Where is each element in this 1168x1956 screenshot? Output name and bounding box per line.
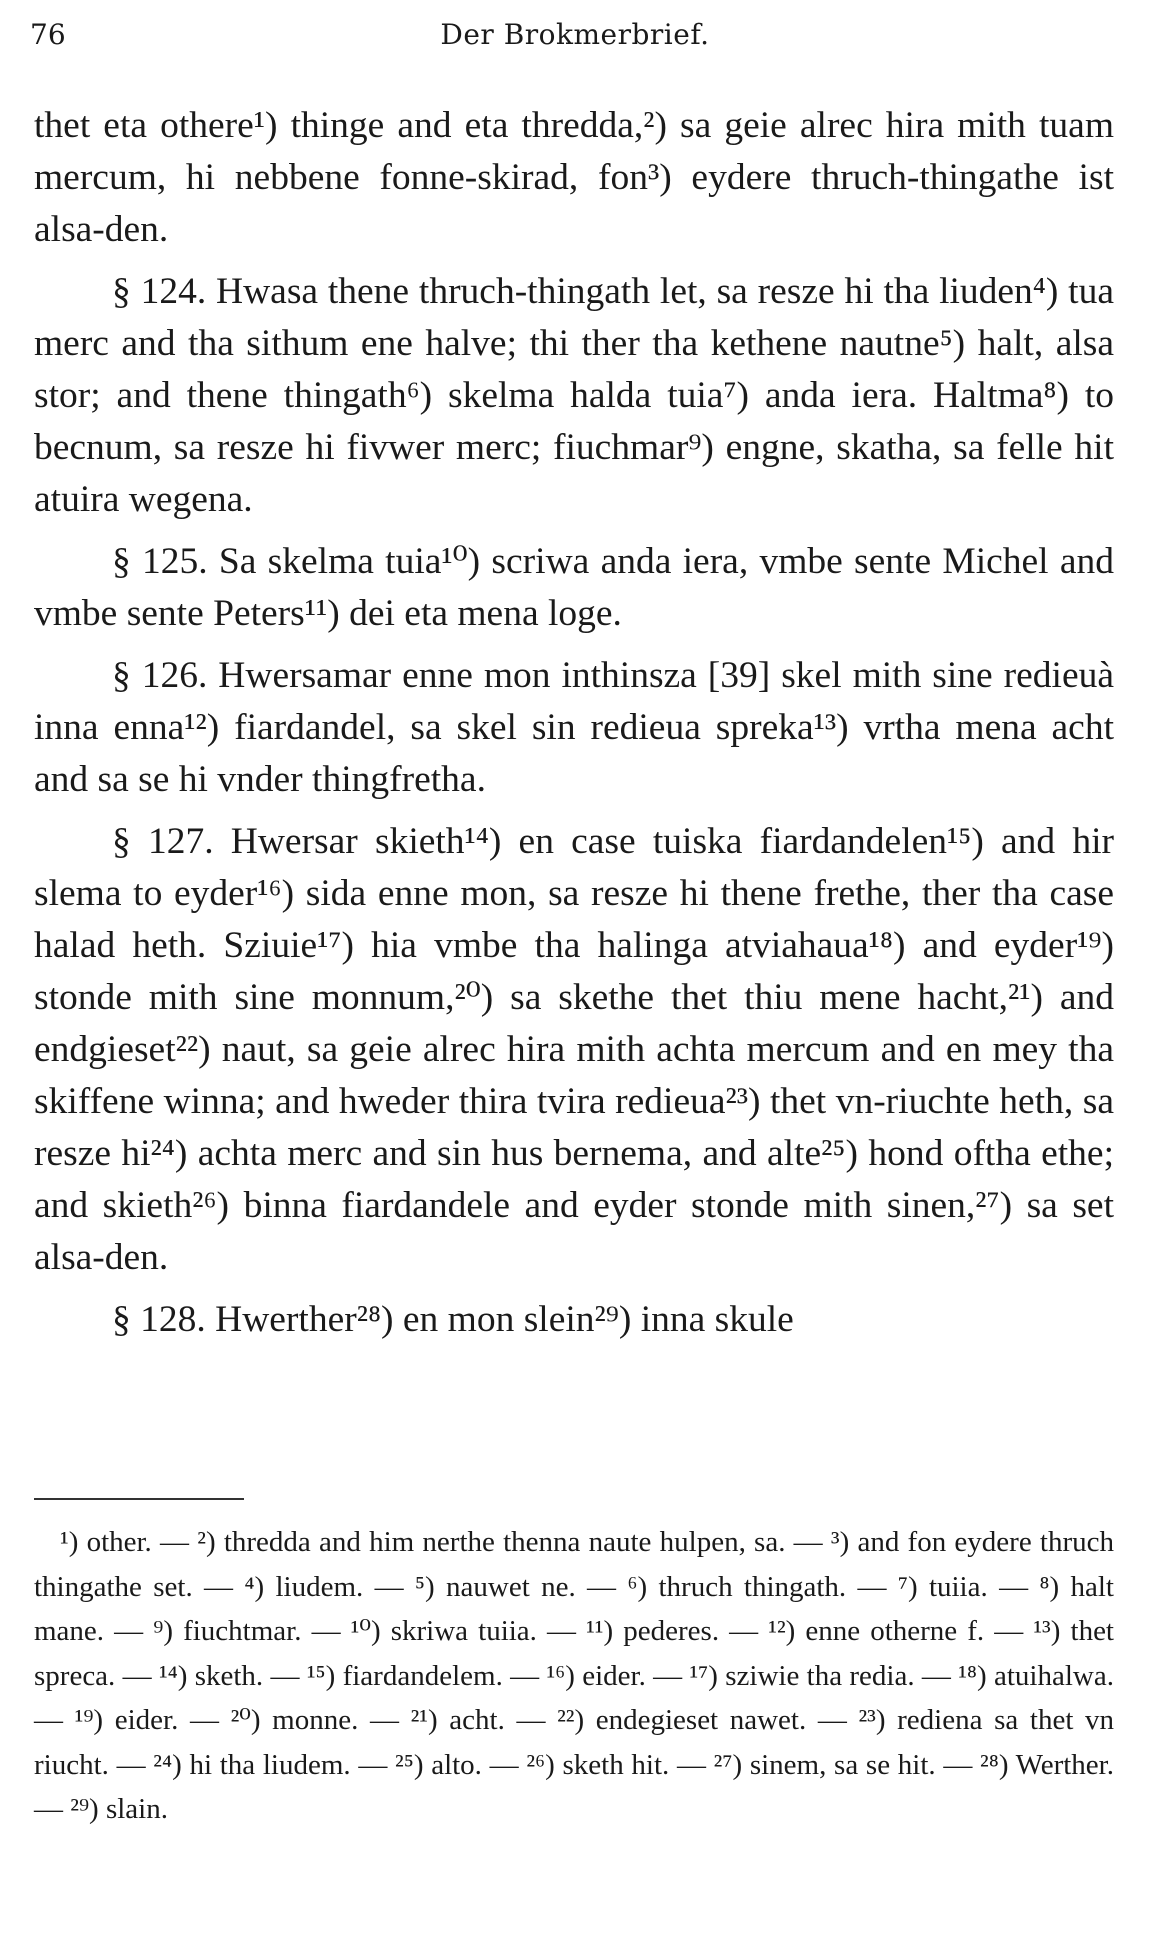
paragraph-continued: thet eta othere¹) thinge and eta thredda,²) sa geie alrec hira mith tuam mercum, hi nebbene fonne-skirad, fon³) eydere thruch-thingathe ist alsa-den. bbox=[34, 105, 1114, 250]
footnote-text: ¹) other. — ²) thredda and him nerthe thenna naute hulpen, sa. — ³) and fon eydere thruch thingathe set. — ⁴) liudem. — ⁵) nauwet ne. — ⁶) thruch thingath. — ⁷) tuiia. — ⁸) halt mane. — ⁹) fiuchtmar. — ¹⁰) skriwa tuiia. — ¹¹) pederes. — ¹²) enne otherne f. — ¹³) thet spreca. — ¹⁴) sketh. — ¹⁵) fiardandelem. — ¹⁶) eider. — ¹⁷) sziwie tha redia. — ¹⁸) atuihalwa. — ¹⁹) eider. — ²⁰) monne. — ²¹) acht. — ²²) endegieset nawet. — ²³) rediena sa thet vn riucht. — ²⁴) hi tha liudem. — ²⁵) alto. — ²⁶) sketh hit. — ²⁷) sinem, sa se hit. — ²⁸) Werther. — ²⁹) slain. bbox=[34, 1526, 1114, 1825]
body-text bbox=[34, 100, 1114, 1356]
footnote-divider bbox=[34, 1498, 244, 1500]
page-header bbox=[30, 18, 1120, 58]
paragraph-125: § 125. Sa skelma tuia¹⁰) scriwa anda iera, vmbe sente Michel and vmbe sente Peters¹¹) dei eta mena loge. bbox=[34, 541, 1114, 634]
paragraph-127: § 127. Hwersar skieth¹⁴) en case tuiska fiardandelen¹⁵) and hir slema to eyder¹⁶) sida enne mon, sa resze hi thene frethe, ther tha case halad heth. Sziuie¹⁷) hia vmbe tha halinga atviahaua¹⁸) and eyder¹⁹) stonde mith sine monnum,²⁰) sa skethe thet thiu mene hacht,²¹) and endgieset²²) naut, sa geie alrec hira mith achta mercum and en mey tha skiffene winna; and hweder thira tvira redieua²³) thet vn-riuchte heth, sa resze hi²⁴) achta merc and sin hus bernema, and alte²⁵) hond oftha ethe; and skieth²⁶) binna fiardandele and eyder stonde mith sinen,²⁷) sa set alsa-den. bbox=[34, 821, 1114, 1278]
paragraph-126: § 126. Hwersamar enne mon inthinsza [39] skel mith sine redieuà inna enna¹²) fiardandel, sa skel sin redieua spreka¹³) vrtha mena acht and sa se hi vnder thingfretha. bbox=[34, 655, 1114, 800]
running-title: Der Brokmerbrief. bbox=[440, 18, 710, 51]
page-number: 76 bbox=[30, 18, 66, 51]
paragraph-124: § 124. Hwasa thene thruch-thingath let, sa resze hi tha liuden⁴) tua merc and tha sithum ene halve; thi ther tha kethene nautne⁵) halt, alsa stor; and thene thingath⁶) skelma halda tuia⁷) anda iera. Haltma⁸) to becnum, sa resze hi fivwer merc; fiuchmar⁹) engne, skatha, sa felle hit atuira wegena. bbox=[34, 271, 1114, 520]
paragraph-128: § 128. Hwerther²⁸) en mon slein²⁹) inna skule bbox=[112, 1299, 794, 1340]
footnotes bbox=[34, 1520, 1114, 1832]
